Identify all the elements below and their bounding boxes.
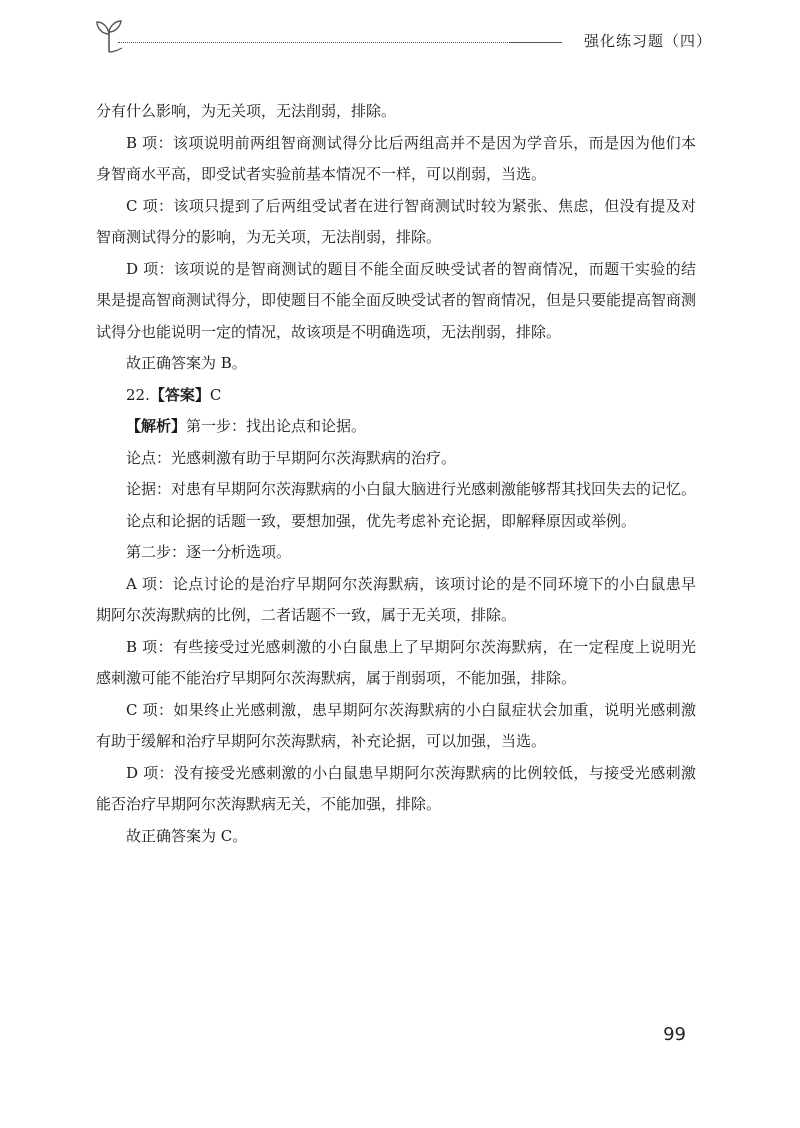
analysis-step-1 — [96, 411, 696, 443]
q22-option-d: D 项：没有接受光感刺激的小白鼠患早期阿尔茨海默病的比例较低，与接受光感刺激能否治疗早期阿尔茨海默病无关，不能加强，排除。 — [96, 763, 696, 813]
q22-option-c: C 项：如果终止光感刺激，患早期阿尔茨海默病的小白鼠症状会加重，说明光感刺激有助于缓解和治疗早期阿尔茨海默病，补充论据，可以加强，当选。 — [96, 700, 696, 750]
paragraph-continuation: 分有什么影响，为无关项，无法削弱，排除。 — [96, 102, 397, 120]
page-body — [96, 96, 696, 852]
option-b-analysis: B 项：该项说明前两组智商测试得分比后两组高并不是因为学音乐，而是因为他们本身智商水平高，即受试者实验前基本情况不一样，可以削弱，当选。 — [96, 133, 696, 183]
question-22-answer — [96, 380, 696, 412]
sprout-icon — [92, 18, 126, 56]
q22-option-a: A 项：论点讨论的是治疗早期阿尔茨海默病，该项讨论的是不同环境下的小白鼠患早期阿尔茨海默病的比例，二者话题不一致，属于无关项，排除。 — [96, 574, 696, 624]
header-solid-rule — [510, 42, 562, 43]
q22-option-b: B 项：有些接受过光感刺激的小白鼠患上了早期阿尔茨海默病，在一定程度上说明光感刺激可能不能治疗早期阿尔茨海默病，属于削弱项，不能加强，排除。 — [96, 637, 696, 687]
correct-answer-line: 故正确答案为 B。 — [126, 354, 247, 372]
argument-note: 论点和论据的话题一致，要想加强，优先考虑补充论据，即解释原因或举例。 — [126, 511, 637, 530]
answer-label: 【答案】 — [149, 385, 210, 404]
running-header-title: 强化练习题（四） — [583, 32, 712, 50]
analysis-step-1-text: 第一步：找出论点和论据。 — [186, 417, 367, 435]
answer-value: C — [209, 385, 222, 404]
option-c-analysis: C 项：该项只提到了后两组受试者在进行智商测试时较为紧张、焦虑，但没有提及对智商测试得分的影响，为无关项，无法削弱，排除。 — [96, 196, 696, 246]
analysis-step-2: 第二步：逐一分析选项。 — [126, 543, 292, 561]
option-d-analysis: D 项：该项说的是智商测试的题目不能全面反映受试者的智商情况，而题干实验的结果是提高智商测试得分，即使题目不能全面反映受试者的智商情况，但是只要能提高智商测试得分也能说明一定的情况，故该项是不明确选项，无法削弱，排除。 — [96, 259, 697, 341]
header-dotted-rule — [118, 42, 544, 43]
argument-thesis: 论点：光感刺激有助于早期阿尔茨海默病的治疗。 — [126, 448, 457, 467]
argument-evidence: 论据：对患有早期阿尔茨海默病的小白鼠大脑进行光感刺激能够帮其找回失去的记忆。 — [126, 480, 697, 498]
page-number: 99 — [663, 1024, 686, 1045]
page-header — [92, 18, 712, 58]
q22-correct-answer: 故正确答案为 C。 — [126, 826, 248, 845]
question-number: 22. — [126, 385, 150, 404]
analysis-label: 【解析】 — [126, 417, 187, 435]
